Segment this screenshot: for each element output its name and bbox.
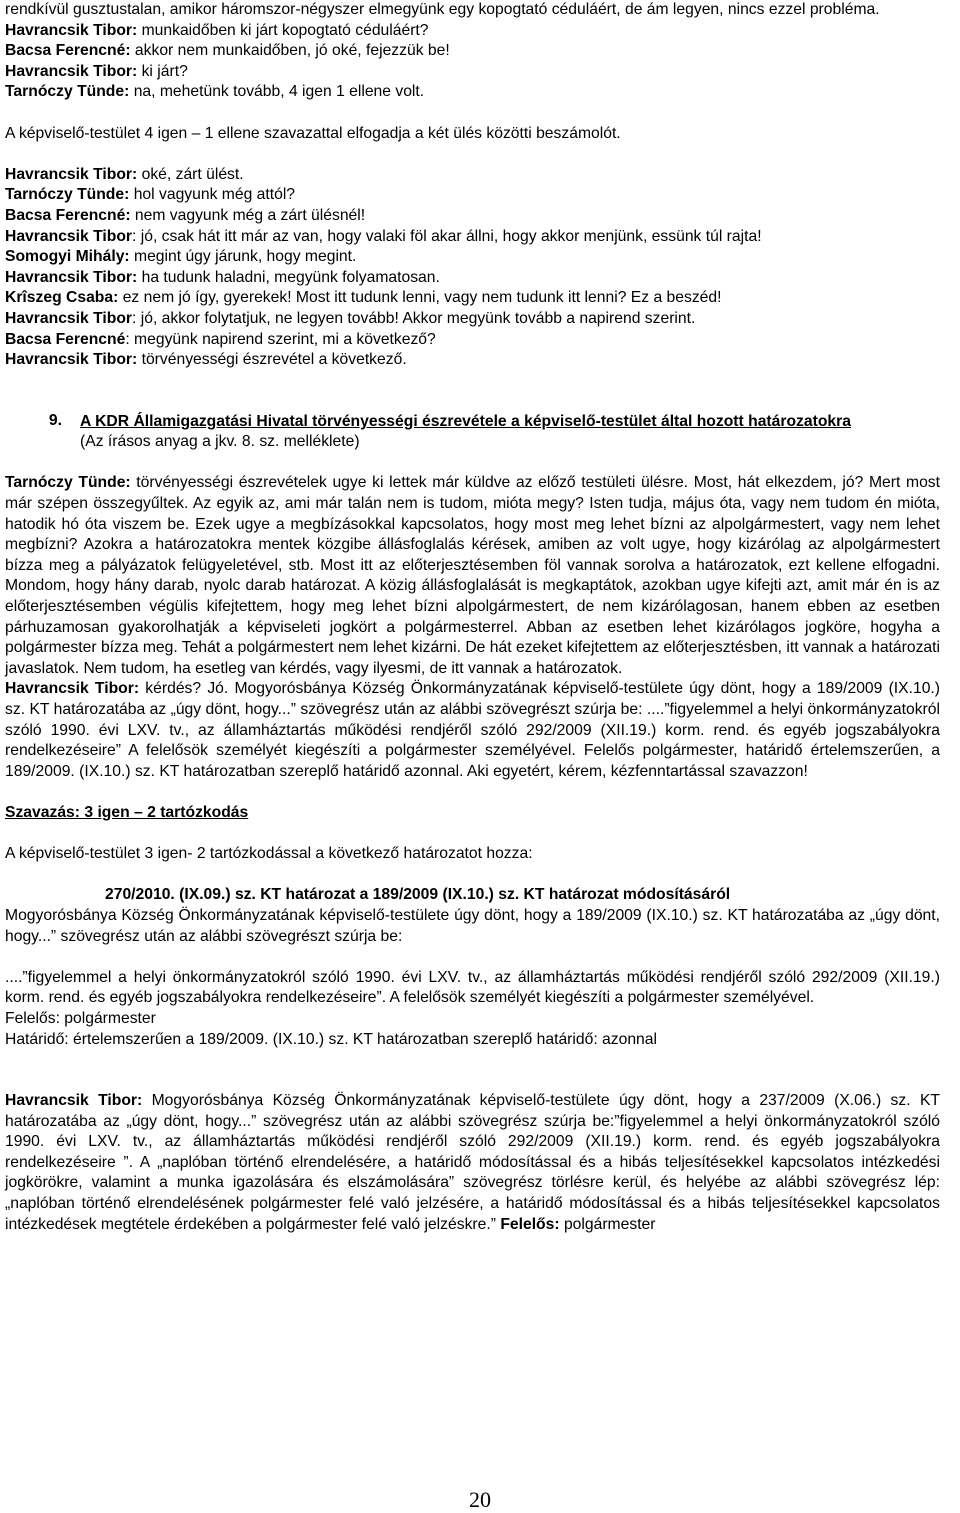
- text: rendkívül gusztustalan, amikor háromszor-négyszer elmegyünk egy kopogtató céduláért, de ám legyen, nincs ezzel probléma.: [5, 1, 880, 18]
- utterance: törvényességi észrevétel a következő.: [137, 351, 407, 369]
- utterance: megint úgy járunk, hogy megint.: [129, 248, 357, 266]
- agenda-item: [5, 412, 940, 453]
- dialogue-line: [5, 165, 940, 186]
- speech-paragraph: [5, 473, 940, 679]
- dialogue-line: [5, 21, 940, 42]
- dialogue-line: [5, 82, 940, 103]
- dialogue-line: [5, 350, 940, 371]
- speaker: Havrancsik Tibor:: [5, 268, 138, 286]
- utterance: ki járt?: [137, 62, 188, 80]
- utterance: törvényességi észrevételek ugye ki lettek már küldve az előző testületi ülésre. Most, hát elkezdem, jó? Mert most már szépen összegyűltek. Az egyik az, ami már talán nem is tudom, mióta megy? Isten tudja, május óta, vagy nem tudom én mióta, hatodik hó óta viszem be. Ezek ugye a megbízásokkal kapcsolatos, hogy most meg lehet bízni az alpolgármestert, vagy nem lehet megbízni? Azokra a határozatokra mentek közgibe állásfoglalás kérések, amiben az volt ugye, hogy kizárólag az alpolgármestert bízza meg a pályázatok felügyeletével, stb. Most itt az előterjesztésemben föl vannak sorolva a határozatok, ezt kellene elfogadni. Mondom, hogy hány darab, nyolc darab határozat. A közig állásfoglalását is megkaptátok, azokban ugye kifejti azt, amit már én is az előterjesztésemben végülis kifejtettem, hogy meg lehet bízni alpolgármestert, de nem kizárólagosan, hanem ebben az esetben párhuzamosan gyakorolhatják a képviseleti jogkört a polgármesterrel. Abban az esetben lehet kizárólagos jogköre, hogyha a polgármester bízza meg. Tehát a polgármestert nem lehet kizárni. De hát ezeket kifejtettem az előterjesztésben, itt vannak a határozati javaslatok. Nem tudom, ha esetleg van kérdés, vagy ilyesmi, de itt vannak a határozatok.: [5, 474, 940, 677]
- decision-text: ....”figyelemmel a helyi önkormányzatokról szóló 1990. évi LXV. tv., az államháztartás működési rendjéről szóló 292/2009 (XII.19.) korm. rend. és egyéb jogszabályokra rendelkezéseire”. A felelősök személyét kiegészíti a polgármester személyével.: [5, 968, 940, 1007]
- decision-text: Mogyorósbánya Község Önkormányzatának képviselő-testülete úgy dönt, hogy a 189/2009 (IX.10.) sz. KT határozatába az „úgy dönt, hogy...” szövegrész után az alábbi szövegrészt szúrja be:: [5, 906, 940, 945]
- vote-result: A képviselő-testület 4 igen – 1 ellene szavazattal elfogadja a két ülés közötti beszámolót.: [5, 124, 621, 142]
- speech-paragraph: [5, 679, 940, 782]
- agenda-subtitle: (Az írásos anyag a jkv. 8. sz. melléklete): [80, 433, 360, 451]
- decision-responsible: Felelős: polgármester: [5, 1009, 156, 1027]
- speaker: Bacsa Ferencné:: [5, 42, 131, 60]
- utterance: ha tudunk haladni, megyünk folyamatosan.: [137, 268, 440, 286]
- utterance: akkor nem munkaidőben, jó oké, fejezzük be!: [130, 42, 450, 60]
- utterance: kérdés? Jó. Mogyorósbánya Község Önkormányzatának képviselő-testülete úgy dönt, hogy a 189/2009 (IX.10.) sz. KT határozatába az „úgy dönt, hogy...” szövegrész után az alábbi szövegrészt szúrja be: ....”figyelemmel a helyi önkormányzatokról szóló 1990. évi LXV. tv., az államháztartás működési rendjéről szóló 292/2009 (XII.19.) korm. rend. és egyéb jogszabályokra rendelkezéseire” A felelősök személyét kiegészíti a polgármester személyével. Felelős polgármester, határidő értelemszerűen, a 189/2009. (IX.10.) sz. KT határozatban szereplő határidő azonnal. Aki egyetért, kérem, kézfenntartással szavazzon!: [5, 680, 941, 780]
- speaker: Havrancsik Tibor: [5, 309, 133, 327]
- speaker: Krîszeg Csaba:: [5, 289, 119, 307]
- utterance: hol vagyunk még attól?: [129, 186, 296, 204]
- responsible-value: polgármester: [559, 1215, 656, 1233]
- dialogue-line: [5, 330, 940, 351]
- dialogue-line: [5, 185, 940, 206]
- decision-title: 270/2010. (IX.09.) sz. KT határozat a 189/2009 (IX.10.) sz. KT határozat módosításáról: [105, 886, 731, 904]
- utterance: : jó, csak hát itt már az van, hogy valaki föl akar állni, hogy akkor menjünk, essünk túl rajta!: [132, 227, 762, 245]
- utterance: : megyünk napirend szerint, mi a következő?: [125, 330, 436, 348]
- document-page: [5, 0, 940, 1235]
- speaker: Havrancsik Tibor:: [5, 351, 138, 369]
- agenda-title: A KDR Államigazgatási Hivatal törvényességi észrevétele a képviselő-testület által hozott határozatokra: [80, 412, 851, 430]
- agenda-number: 9.: [48, 411, 62, 429]
- page-number: 20: [469, 1487, 491, 1512]
- speaker: Havrancsik Tibor:: [5, 62, 138, 80]
- speaker: Tarnóczy Tünde:: [5, 474, 131, 492]
- speaker: Bacsa Ferencné:: [5, 206, 131, 224]
- dialogue-line: [5, 62, 940, 83]
- dialogue-line: [5, 206, 940, 227]
- utterance: ez nem jó így, gyerekek! Most itt tudunk lenni, vagy nem tudunk itt lenni? Ez a beszéd!: [118, 289, 722, 307]
- utterance: Mogyorósbánya Község Önkormányzatának képviselő-testülete úgy dönt, hogy a 237/2009 (X.06.) sz. KT határozatába az „úgy dönt, hogy...” szövegrész után az alábbi szövegrész szúrja be:”figyelemmel a helyi önkormányzatokról szóló 1990. évi LXV. tv., az államháztartás működési rendjéről szóló 292/2009 (XII.19.) korm. rend. és egyéb jogszabályokra rendelkezéseire ”. A „naplóban történő elrendelésére, a határidő módosítással és a hibás teljesítésekkel kapcsolatos intézkedési jogkörökre, valamint a munka igazolására és elszámolására” szövegrész törlésre kerül, és helyébe az alábbi szövegrész lép: „naplóban történő elrendelésének polgármester felé való jelzésére, a határidő módosítással és a hibás teljesítésekkel kapcsolatos intézkedések megtétele érdekében a polgármester felé való jelzéskre.”: [5, 1092, 941, 1233]
- speaker: Havrancsik Tibor:: [5, 1092, 143, 1110]
- speaker: Tarnóczy Tünde:: [5, 186, 130, 204]
- responsible-label: Felelős:: [500, 1215, 560, 1233]
- utterance: na, mehetünk tovább, 4 igen 1 ellene volt.: [129, 83, 425, 101]
- dialogue-line: [5, 227, 940, 248]
- utterance: munkaidőben ki járt kopogtató céduláért?: [137, 21, 429, 39]
- dialogue-line: [5, 268, 940, 289]
- speaker: Havrancsik Tibor:: [5, 165, 138, 183]
- utterance: oké, zárt ülést.: [137, 165, 244, 183]
- speech-paragraph: [5, 1091, 940, 1235]
- utterance: nem vagyunk még a zárt ülésnél!: [130, 206, 366, 224]
- speaker: Tarnóczy Tünde:: [5, 83, 130, 101]
- dialogue-line: [5, 247, 940, 268]
- speaker: Havrancsik Tibor:: [5, 21, 138, 39]
- dialogue-line: [5, 288, 940, 309]
- vote-result: A képviselő-testület 3 igen- 2 tartózkodással a következő határozatot hozza:: [5, 845, 533, 863]
- decision-deadline: Határidő: értelemszerűen a 189/2009. (IX.10.) sz. KT határozatban szereplő határidő: azonnal: [5, 1030, 657, 1048]
- speaker: Havrancsik Tibor: [5, 227, 133, 245]
- dialogue-line: [5, 41, 940, 62]
- utterance: : jó, akkor folytatjuk, ne legyen tovább! Akkor megyünk tovább a napirend szerint.: [132, 309, 696, 327]
- speaker: Somogyi Mihály:: [5, 248, 130, 266]
- dialogue-line: [5, 309, 940, 330]
- intro-line-0: [5, 0, 940, 21]
- vote-heading: Szavazás: 3 igen – 2 tartózkodás: [5, 803, 249, 821]
- speaker: Havrancsik Tibor:: [5, 680, 140, 698]
- speaker: Bacsa Ferencné: [5, 330, 126, 348]
